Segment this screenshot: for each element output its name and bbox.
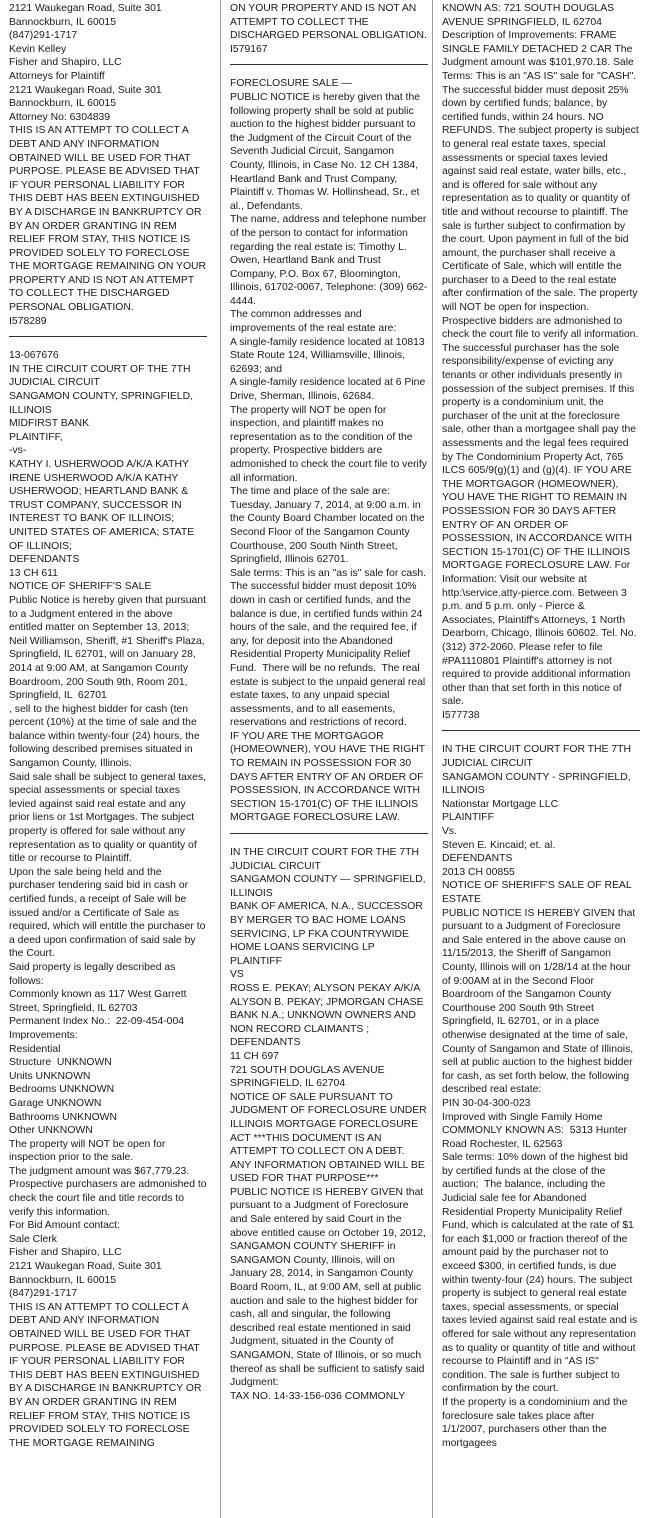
notice-paragraph: Garage UNKNOWN (9, 1097, 102, 1109)
notice-paragraph: TAX NO. 14-33-156-036 COMMONLY (230, 1390, 406, 1402)
notice-paragraph: If the property is a condominium and the foreclosure sale takes place after 1/1/2007, purchasers other than the mortgagees (442, 1396, 631, 1449)
notice-paragraph: Fisher and Shapiro, LLC (9, 1247, 122, 1259)
notice-paragraph: IF YOU ARE THE MORTGAGOR (HOMEOWNER), YOU HAVE THE RIGHT TO REMAIN IN POSSESSION FOR 30 DAYS AFTER ENTRY OF AN ORDER OF POSSESSION, IN ACCORDANCE WITH SECTION 15-1701(C) OF THE ILLINOIS MORTGAGE FORECLOSURE LAW. (230, 730, 428, 824)
notice-paragraph: I578289 (9, 315, 47, 327)
notice-paragraph: The name, address and telephone number of the person to contact for information regarding the real estate is: Timothy L. Owen, Heartland Bank and Trust Company, P.O. Box 67, Bloomington, Illinois, 61702-0067, Telephone: (309) 662-4444. (230, 214, 430, 307)
notice-paragraph: (847)291-1717 (9, 1288, 78, 1300)
notice-paragraph: THIS IS AN ATTEMPT TO COLLECT A DEBT AND ANY INFORMATION OBTAINED WILL BE USED FOR THAT PURPOSE. PLEASE BE ADVISED THAT IF YOUR PERSONAL LIABILITY FOR THIS DEBT HAS BEEN EXTINGUISHED BY A DISCHARGE IN BANKRUPTCY OR BY AN ORDER GRANTING IN REM RELIEF FROM STAY, THIS NOTICE IS PROVIDED SOLELY TO FORECLOSE THE MORTGAGE REMAINING (9, 1301, 205, 1449)
notice-paragraph: Attorneys for Plaintiff (9, 70, 105, 82)
notice-paragraph: NOTICE OF SALE PURSUANT TO JUDGMENT OF FORECLOSURE UNDER ILLINOIS MORTGAGE FORECLOSURE ACT ***THIS DOCUMENT IS AN ATTEMPT TO COLLECT ON A DEBT. ANY INFORMATION OBTAINED WILL BE USED FOR THAT PURPOSE*** (230, 1091, 430, 1185)
notice-paragraph: Nationstar Mortgage LLC (442, 798, 559, 810)
notice-separator (442, 730, 640, 731)
notice-paragraph: IN THE CIRCUIT COURT FOR THE 7TH JUDICIAL CIRCUIT (442, 744, 634, 770)
notice-paragraph: Bannockburn, IL 60015 (9, 98, 117, 110)
notice-paragraph: MIDFIRST BANK (9, 418, 90, 430)
notice-paragraph: I579167 (230, 43, 268, 55)
notice-paragraph: PUBLIC NOTICE IS HEREBY GIVEN that pursuant to a Judgment of Foreclosure and Sale entered by said Court in the above entitled cause on October 19, 2012, SANGAMON COUNTY SHERIFF in SANGAMON County, Illinois, will on January 28, 2014, in Sangamon County Board Room, IL, at 9:00 AM, sell at public auction and sale to the highest bidder for cash, all and singular, the following described real estate mentioned in said Judgment, situated in the County of SANGAMON, State of Illinois, or so much thereof as shall be sufficient to satisfy said Judgment: (230, 1186, 429, 1389)
notice-paragraph: Bedrooms UNKNOWN (9, 1084, 115, 1096)
notice-paragraph: SANGAMON COUNTY - SPRINGFIELD, ILLINOIS (442, 771, 634, 797)
notice-paragraph: IN THE CIRCUIT COURT FOR THE 7TH JUDICIAL CIRCUIT (230, 847, 422, 872)
notice-paragraph: 2121 Waukegan Road, Suite 301 (9, 84, 162, 96)
notice-paragraph: ON YOUR PROPERTY AND IS NOT AN ATTEMPT TO COLLECT THE DISCHARGED PERSONAL OBLIGATION. (230, 3, 427, 42)
notice-paragraph: , sell to the highest bidder for cash (ten percent (10%) at the time of sale and the balance within twenty-four (24) hours, the following described premises situated in Sangamon County, Illinois. (9, 703, 203, 770)
notice-paragraph: Bathrooms UNKNOWN (9, 1111, 117, 1123)
notice-paragraph: COMMONLY KNOWN AS: 5313 Hunter Road Rochester, IL 62563 (442, 1125, 630, 1150)
notice-paragraph: NOTICE OF SHERIFF'S SALE (9, 581, 152, 593)
notice-paragraph: SANGAMON COUNTY — SPRINGFIELD, ILLINOIS (230, 874, 429, 899)
notice-paragraph: BANK OF AMERICA, N.A., SUCCESSOR BY MERGER TO BAC HOME LOANS SERVICING, LP FKA COUNTRYWIDE HOME LOANS SERVICING LP (230, 901, 426, 954)
notice-paragraph: SANGAMON COUNTY, SPRINGFIELD, ILLINOIS (9, 391, 196, 416)
notice-separator (230, 64, 428, 65)
notice-paragraph: FORECLOSURE SALE — (230, 78, 352, 90)
notice-paragraph: Attorney No: 6304839 (9, 111, 111, 123)
notice-paragraph: For Bid Amount contact: (9, 1220, 120, 1232)
notice-paragraph: KNOWN AS: 721 SOUTH DOUGLAS AVENUE SPRINGFIELD, IL 62704 Description of Improvements: FRAME SINGLE FAMILY DETACHED 2 CAR The Judgment amount was $101,970.18. Sale Terms: This is an "AS IS" sale for "CASH". The successful bidder must deposit 25% down by certified funds; balance, by certified funds, within 24 hours. NO REFUNDS. The subject property is subject to general real estate taxes, special assessments or special taxes levied against said real estate, water bills, etc., and is offered for sale without any representation as to quality or quantity of title and without recourse to plaintiff. The sale is further subject to confirmation by the court. Upon payment in full of the bid amount, the purchaser shall receive a Certificate of Sale, which will entitle the purchaser to a Deed to the real estate after confirmation of the sale. The property will NOT be open for inspection. Prospective bidders are admonished to check the court file to verify all information. The successful purchaser has the sole responsibility/expense of evicting any tenants or other individuals presently in possession of the subject premises. If this property is a condominium unit, the purchaser of the unit at the foreclosure sale, other than a mortgagee shall pay the assessments and the legal fees required by The Condominium Property Act, 765 ILCS 605/9(g)(1) and (g)(4). IF YOU ARE THE MORTGAGOR (HOMEOWNER), YOU HAVE THE RIGHT TO REMAIN IN POSSESSION FOR 30 DAYS AFTER ENTRY OF AN ORDER OF POSSESSION, IN ACCORDANCE WITH SECTION 15-1701(C) OF THE ILLINOIS MORTGAGE FORECLOSURE LAW. For Information: Visit our website at http:\service.atty-pierce.com. Between 3 p.m. and 5 p.m. only - Pierce & Associates, Plaintiff's Attorneys, 1 North Dearborn, Chicago, Illinois 60602. Tel. No. (312) 372-2060. Please refer to file #PA1110801 Plaintiff's attorney is not required to provide additional information other than that set forth in this notice of sale. (442, 3, 642, 708)
notice-paragraph: 13-067676 (9, 350, 59, 362)
column-divider (220, 0, 221, 1518)
notice-paragraph: The property will NOT be open for inspection prior to the sale. (9, 1138, 169, 1164)
notice-separator (230, 833, 428, 834)
notice-paragraph: DEFENDANTS (9, 554, 80, 566)
notice-separator (9, 336, 207, 337)
notice-paragraph: Other UNKNOWN (9, 1125, 93, 1137)
notice-paragraph: DEFENDANTS (230, 1037, 301, 1049)
notice-paragraph: 2121 Waukegan Road, Suite 301 (9, 1261, 162, 1273)
notice-paragraph: Permanent Index No.: 22-09-454-004 (9, 1016, 185, 1028)
notice-paragraph: Vs. (442, 826, 458, 838)
notice-paragraph: The common addresses and improvements of the real estate are: (230, 309, 397, 335)
notice-paragraph: Bannockburn, IL 60015 (9, 1274, 117, 1286)
notice-paragraph: PUBLIC NOTICE is hereby given that the following property shall be sold at public auction to the highest bidder pursuant to the Judgment of the Circuit Court of the Seventh Judicial Circuit, Sangamon County, Illinois, in Case No. 12 CH 1384, Heartland Bank and Trust Company, Plaintiff v. Thomas W. Hollinshead, Sr., et al., Defendants. (230, 91, 423, 212)
notice-paragraph: The property will NOT be open for inspection, and plaintiff makes no representation as to the condition of the property. Prospective bidders are admonished to check the court file to verify all information. (230, 404, 430, 484)
legal-notice (230, 2, 428, 56)
notice-paragraph: Public Notice is hereby given that pursuant to a Judgment entered in the above entitled matter on September 13, 2013; Neil Williamson, Sheriff, #1 Sheriff's Plaza, Springfield, IL 62701, will on January 28, 2014 at 9:00 AM, at Sangamon County Boardroom, 200 South 9th, Room 201, Springfield, IL 62701 (9, 594, 209, 702)
notice-paragraph: Prospective purchasers are admonished to check the court file and title records to verify this information. (9, 1179, 210, 1218)
notice-paragraph: THIS IS AN ATTEMPT TO COLLECT A DEBT AND ANY INFORMATION OBTAINED WILL BE USED FOR THAT PURPOSE. PLEASE BE ADVISED THAT IF YOUR PERSONAL LIABILITY FOR THIS DEBT HAS BEEN EXTINGUISHED BY A DISCHARGE IN BANKRUPTCY OR BY AN ORDER GRANTING IN REM RELIEF FROM STAY, THIS NOTICE IS PROVIDED SOLELY TO FORECLOSE THE MORTGAGE REMAINING ON YOUR PROPERTY AND IS NOT AN ATTEMPT TO COLLECT THE DISCHARGED PERSONAL OBLIGATION. (9, 125, 209, 314)
legal-notice (9, 2, 207, 328)
notice-paragraph: PUBLIC NOTICE IS HEREBY GIVEN that pursuant to a Judgment of Foreclosure and Sale entered in the above cause on 11/15/2013, the Sheriff of Sangamon County, Illinois will on 1/28/14 at the hour of 9:00AM at in the Second Floor Boardroom of the Sangamon County Courthouse 200 South 9th Street Springfield, IL 62701, or in a place otherwise designated at the time of sale, County of Sangamon and State of Illinois, sell at public auction to the highest bidder for cash, as set forth below, the following described real estate: (442, 907, 639, 1096)
notice-paragraph: PLAINTIFF (442, 812, 494, 824)
legal-notice (230, 77, 432, 825)
notice-paragraph: 721 SOUTH DOUGLAS AVENUE SPRINGFIELD, IL 62704 (230, 1064, 388, 1090)
column-2 (230, 2, 432, 1514)
column-3 (442, 2, 640, 1514)
notice-paragraph: Sale terms: 10% down of the highest bid by certified funds at the close of the auction; The balance, including the Judicial sale fee for Abandoned Residential Property Municipality Relief Fund, which is calculated at the rate of $1 for each $1,000 or fraction thereof of the amount paid by the purchaser not to exceed $300, in certified funds, is due within twenty-four (24) hours. The subject property is subject to general real estate taxes, special assessments, or special taxes levied against said real estate and is offered for sale without any representation as to quality or quantity of title and without recourse to Plaintiff and in "AS IS" condition. The sale is further subject to confirmation by the court. (442, 1152, 641, 1395)
notice-paragraph: Improvements: (9, 1029, 78, 1041)
legal-notice (442, 2, 640, 722)
notice-paragraph: 11 CH 697 (230, 1050, 279, 1062)
legal-notice (9, 349, 210, 1450)
legal-notice (230, 846, 428, 1403)
notice-paragraph: Structure UNKNOWN (9, 1057, 112, 1069)
notice-paragraph: Said property is legally described as follows: (9, 961, 179, 987)
notice-paragraph: Upon the sale being held and the purchaser tendering said bid in cash or certified funds, a receipt of Sale will be issued and/or a Certificate of Sale as required, which will entitle the purchaser to a deed upon confirmation of said sale by the Court. (9, 866, 209, 960)
notice-paragraph: NOTICE OF SHERIFF'S SALE OF REAL ESTATE (442, 880, 635, 905)
notice-paragraph: PIN 30-04-300-023 (442, 1097, 531, 1109)
notice-paragraph: Kevin Kelley (9, 43, 67, 55)
notice-paragraph: The time and place of the sale are: Tuesday, January 7, 2014, at 9:00 a.m. in the County Board Chamber located on the Second Floor of the Sangamon County Courthouse, 200 South Ninth Street, Springfield, Illinois 62701. (230, 486, 428, 566)
notice-paragraph: Fisher and Shapiro, LLC (9, 57, 122, 69)
notice-paragraph: Bannockburn, IL 60015 (9, 16, 117, 28)
notice-paragraph: 13 CH 611 (9, 567, 58, 579)
legal-notice (442, 743, 640, 1450)
notice-paragraph: PLAINTIFF, (9, 431, 63, 443)
notice-paragraph: Improved with Single Family Home (442, 1111, 603, 1123)
notice-paragraph: -vs- (9, 445, 27, 457)
notice-paragraph: Sale Clerk (9, 1233, 57, 1245)
notice-paragraph: Commonly known as 117 West Garrett Street, Springfield, IL 62703 (9, 989, 190, 1014)
notice-paragraph: DEFENDANTS (442, 853, 513, 865)
notice-paragraph: 2013 CH 00855 (442, 866, 515, 878)
column-1 (9, 2, 210, 1514)
notice-paragraph: Residential (9, 1043, 61, 1055)
notice-paragraph: KATHY I. USHERWOOD A/K/A KATHY IRENE USHERWOOD A/K/A KATHY USHERWOOD; HEARTLAND BANK & TRUST COMPANY, SUCCESSOR IN INTEREST TO BANK OF ILLINOIS; UNITED STATES OF AMERICA; STATE OF ILLINOIS; (9, 459, 198, 552)
notice-paragraph: I577738 (442, 709, 480, 721)
notice-paragraph: ROSS E. PEKAY; ALYSON PEKAY A/K/A ALYSON B. PEKAY; JPMORGAN CHASE BANK N.A.; UNKNOWN OWNERS AND NON RECORD CLAIMANTS ; (230, 982, 427, 1035)
notice-paragraph: VS (230, 969, 244, 981)
column-divider (432, 0, 433, 1518)
notice-paragraph: Said sale shall be subject to general taxes, special assessments or special taxes levied against said real estate and any prior liens or 1st Mortgages. The subject property is offered for sale without any representation as to quality or quantity of title or recourse to Plaintiff. (9, 771, 209, 865)
notice-paragraph: 2121 Waukegan Road, Suite 301 (9, 3, 162, 14)
notice-paragraph: PLAINTIFF (230, 955, 282, 967)
notice-paragraph: A single-family residence located at 6 Pine Drive, Sherman, Illinois, 62684. (230, 377, 429, 403)
notice-paragraph: A single-family residence located at 10813 State Route 124, Williamsville, Illinois, 62693; and (230, 336, 428, 375)
notice-paragraph: (847)291-1717 (9, 30, 78, 42)
notice-paragraph: IN THE CIRCUIT COURT OF THE 7TH JUDICIAL CIRCUIT (9, 363, 194, 389)
notice-paragraph: The judgment amount was $67,779.23. (9, 1165, 190, 1177)
notice-paragraph: Sale terms: This is an "as is" sale for cash. The successful bidder must deposit 10% down in cash or certified funds, and the balance is due, in certified funds within 24 hours of the sale, and the required fee, if any, for deposit into the Abandoned Residential Property Municipality Relief Fund. There will be no refunds. The real estate is subject to the unpaid general real estate taxes, to any unpaid special assessments, and to all easements, reservations and restrictions of record. (230, 567, 432, 729)
notice-paragraph: Units UNKNOWN (9, 1070, 91, 1082)
notice-paragraph: Steven E. Kincaid; et. al. (442, 839, 556, 851)
